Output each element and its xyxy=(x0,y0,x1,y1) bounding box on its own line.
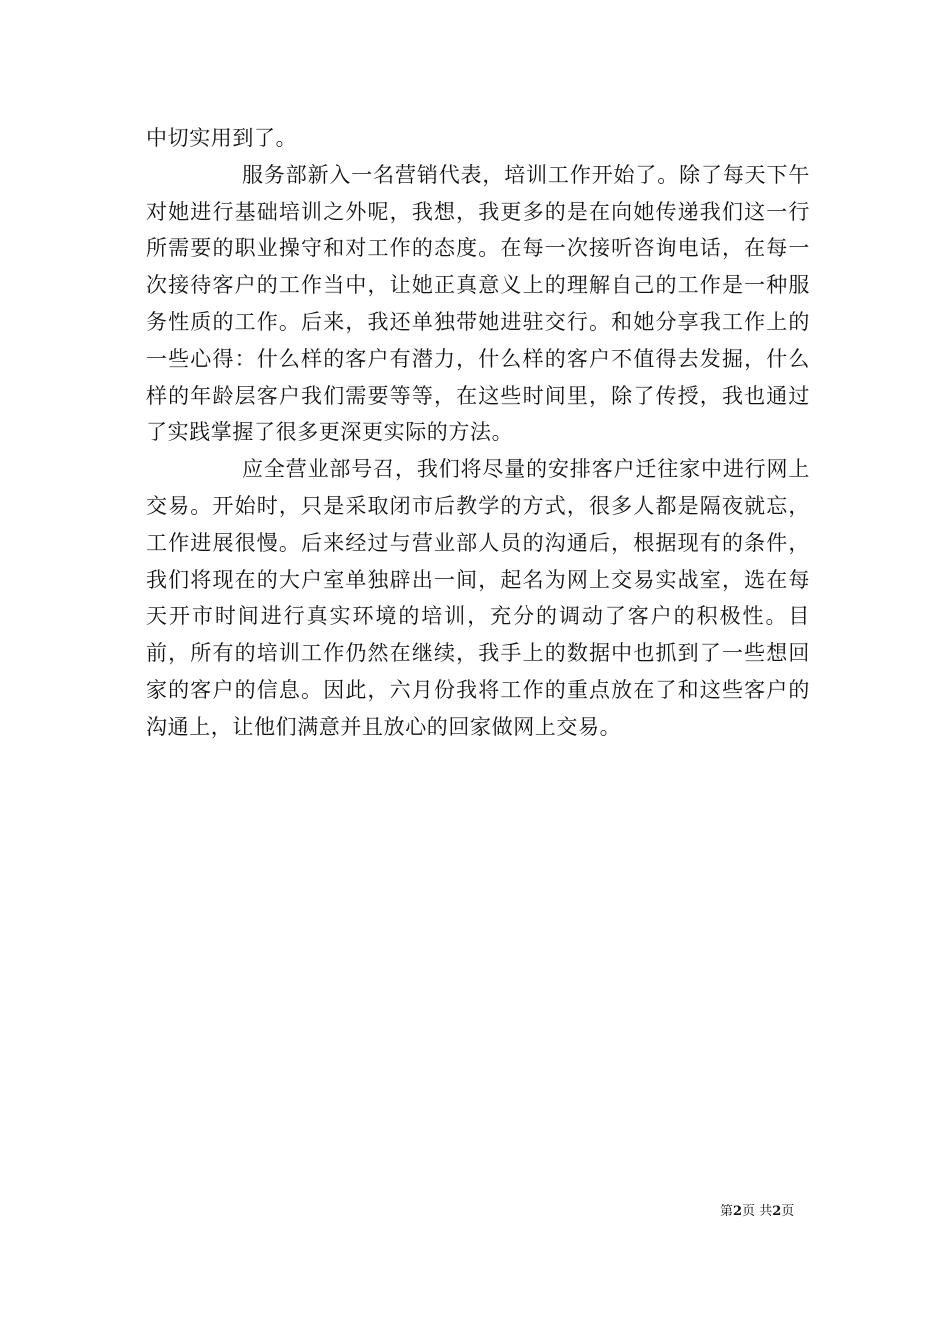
footer-current-page: 2 xyxy=(733,1204,743,1219)
paragraph-training: 服务部新入一名营销代表，培训工作开始了。除了每天下午对她进行基础培训之外呢，我想，我更多的是在向她传递我们这一行所需要的职业操守和对工作的态度。在每一次接听咨询电话，在每一次接待客户的工作当中，让她正真意义上的理解自己的工作是一种服务性质的工作。后来，我还单独带她进驻交行。和她分享我工作上的一些心得：什么样的客户有潜力，什么样的客户不值得去发掘，什么样的年龄层客户我们需要等等，在这些时间里，除了传授，我也通过了实践掌握了很多更深更实际的方法。 xyxy=(146,162,810,445)
footer-prefix: 第 xyxy=(720,1204,734,1219)
footer-total-pages: 2 xyxy=(772,1204,782,1219)
footer-middle: 页 共 xyxy=(742,1204,773,1219)
footer-suffix: 页 xyxy=(781,1204,795,1219)
document-body xyxy=(146,120,810,746)
paragraph-continuation: 中切实用到了。 xyxy=(146,126,298,150)
paragraph-online-trading: 应全营业部号召，我们将尽量的安排客户迁往家中进行网上交易。开始时，只是采取闭市后教学的方式，很多人都是隔夜就忘，工作进展很慢。后来经过与营业部人员的沟通后，根据现有的条件，我们将现在的大户室单独辟出一间，起名为网上交易实战室，选在每天开市时间进行真实环境的培训，充分的调动了客户的积极性。目前，所有的培训工作仍然在继续，我手上的数据中也抓到了一些想回家的客户的信息。因此，六月份我将工作的重点放在了和这些客户的沟通上，让他们满意并且放心的回家做网上交易。 xyxy=(146,457,810,739)
page-footer xyxy=(720,1203,794,1221)
